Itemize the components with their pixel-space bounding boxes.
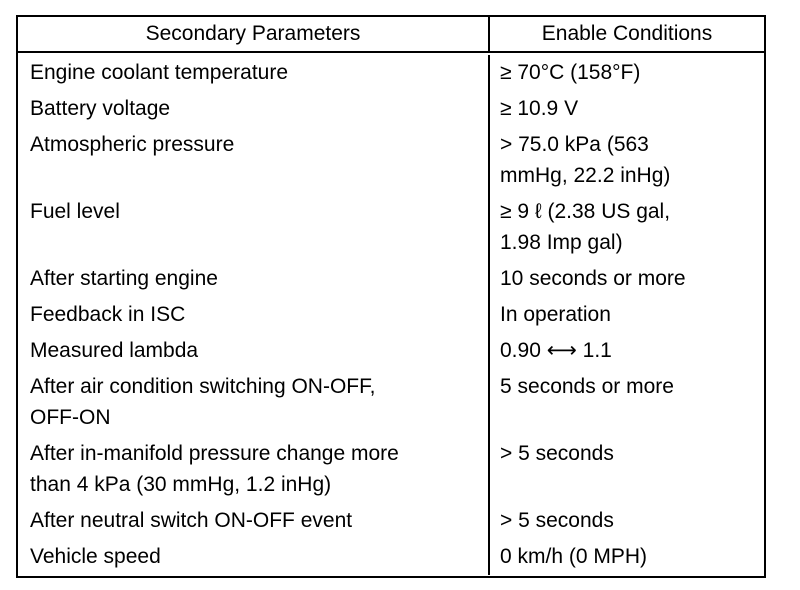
parameter-cell: Vehicle speed (18, 539, 490, 575)
table-body (18, 53, 764, 576)
parameter-cell: Atmospheric pressure (18, 127, 490, 194)
table-row (18, 261, 764, 297)
condition-cell: In operation (500, 303, 611, 326)
secondary-parameters-table (16, 15, 766, 578)
parameter-cell: Measured lambda (18, 333, 490, 369)
parameter-cell: Battery voltage (18, 91, 490, 127)
table-row (18, 91, 764, 127)
table-row (18, 333, 764, 369)
header-secondary-parameters: Secondary Parameters (18, 17, 490, 51)
table-row (18, 297, 764, 333)
condition-cell: ≥ 9 ℓ (2.38 US gal, 1.98 Imp gal) (500, 200, 671, 254)
parameter-cell: Fuel level (18, 194, 490, 261)
parameter-cell: Feedback in ISC (18, 297, 490, 333)
table-row (18, 503, 764, 539)
table-header (18, 17, 764, 53)
header-enable-conditions: Enable Conditions (541, 22, 713, 45)
table-row (18, 55, 764, 91)
condition-cell: 10 seconds or more (500, 267, 686, 290)
table-row (18, 539, 764, 575)
parameter-cell: After starting engine (18, 261, 490, 297)
table-row (18, 369, 764, 436)
parameter-cell: Engine coolant temperature (18, 55, 490, 91)
table-row (18, 127, 764, 194)
condition-cell: 5 seconds or more (500, 375, 674, 398)
parameter-cell: After neutral switch ON-OFF event (18, 503, 490, 539)
table-row (18, 194, 764, 261)
condition-cell: > 5 seconds (500, 442, 614, 465)
condition-cell: > 5 seconds (500, 509, 614, 532)
parameter-cell: After in-manifold pressure change more than 4 kPa (30 mmHg, 1.2 inHg) (18, 436, 490, 503)
parameter-cell: After air condition switching ON-OFF, OFF-ON (18, 369, 490, 436)
table-row (18, 436, 764, 503)
condition-cell: 0.90 ⟷ 1.1 (500, 339, 612, 362)
condition-cell: ≥ 70°C (158°F) (500, 61, 641, 84)
condition-cell: ≥ 10.9 V (500, 97, 579, 120)
condition-cell: 0 km/h (0 MPH) (500, 545, 648, 568)
condition-cell: > 75.0 kPa (563 mmHg, 22.2 inHg) (500, 133, 671, 187)
